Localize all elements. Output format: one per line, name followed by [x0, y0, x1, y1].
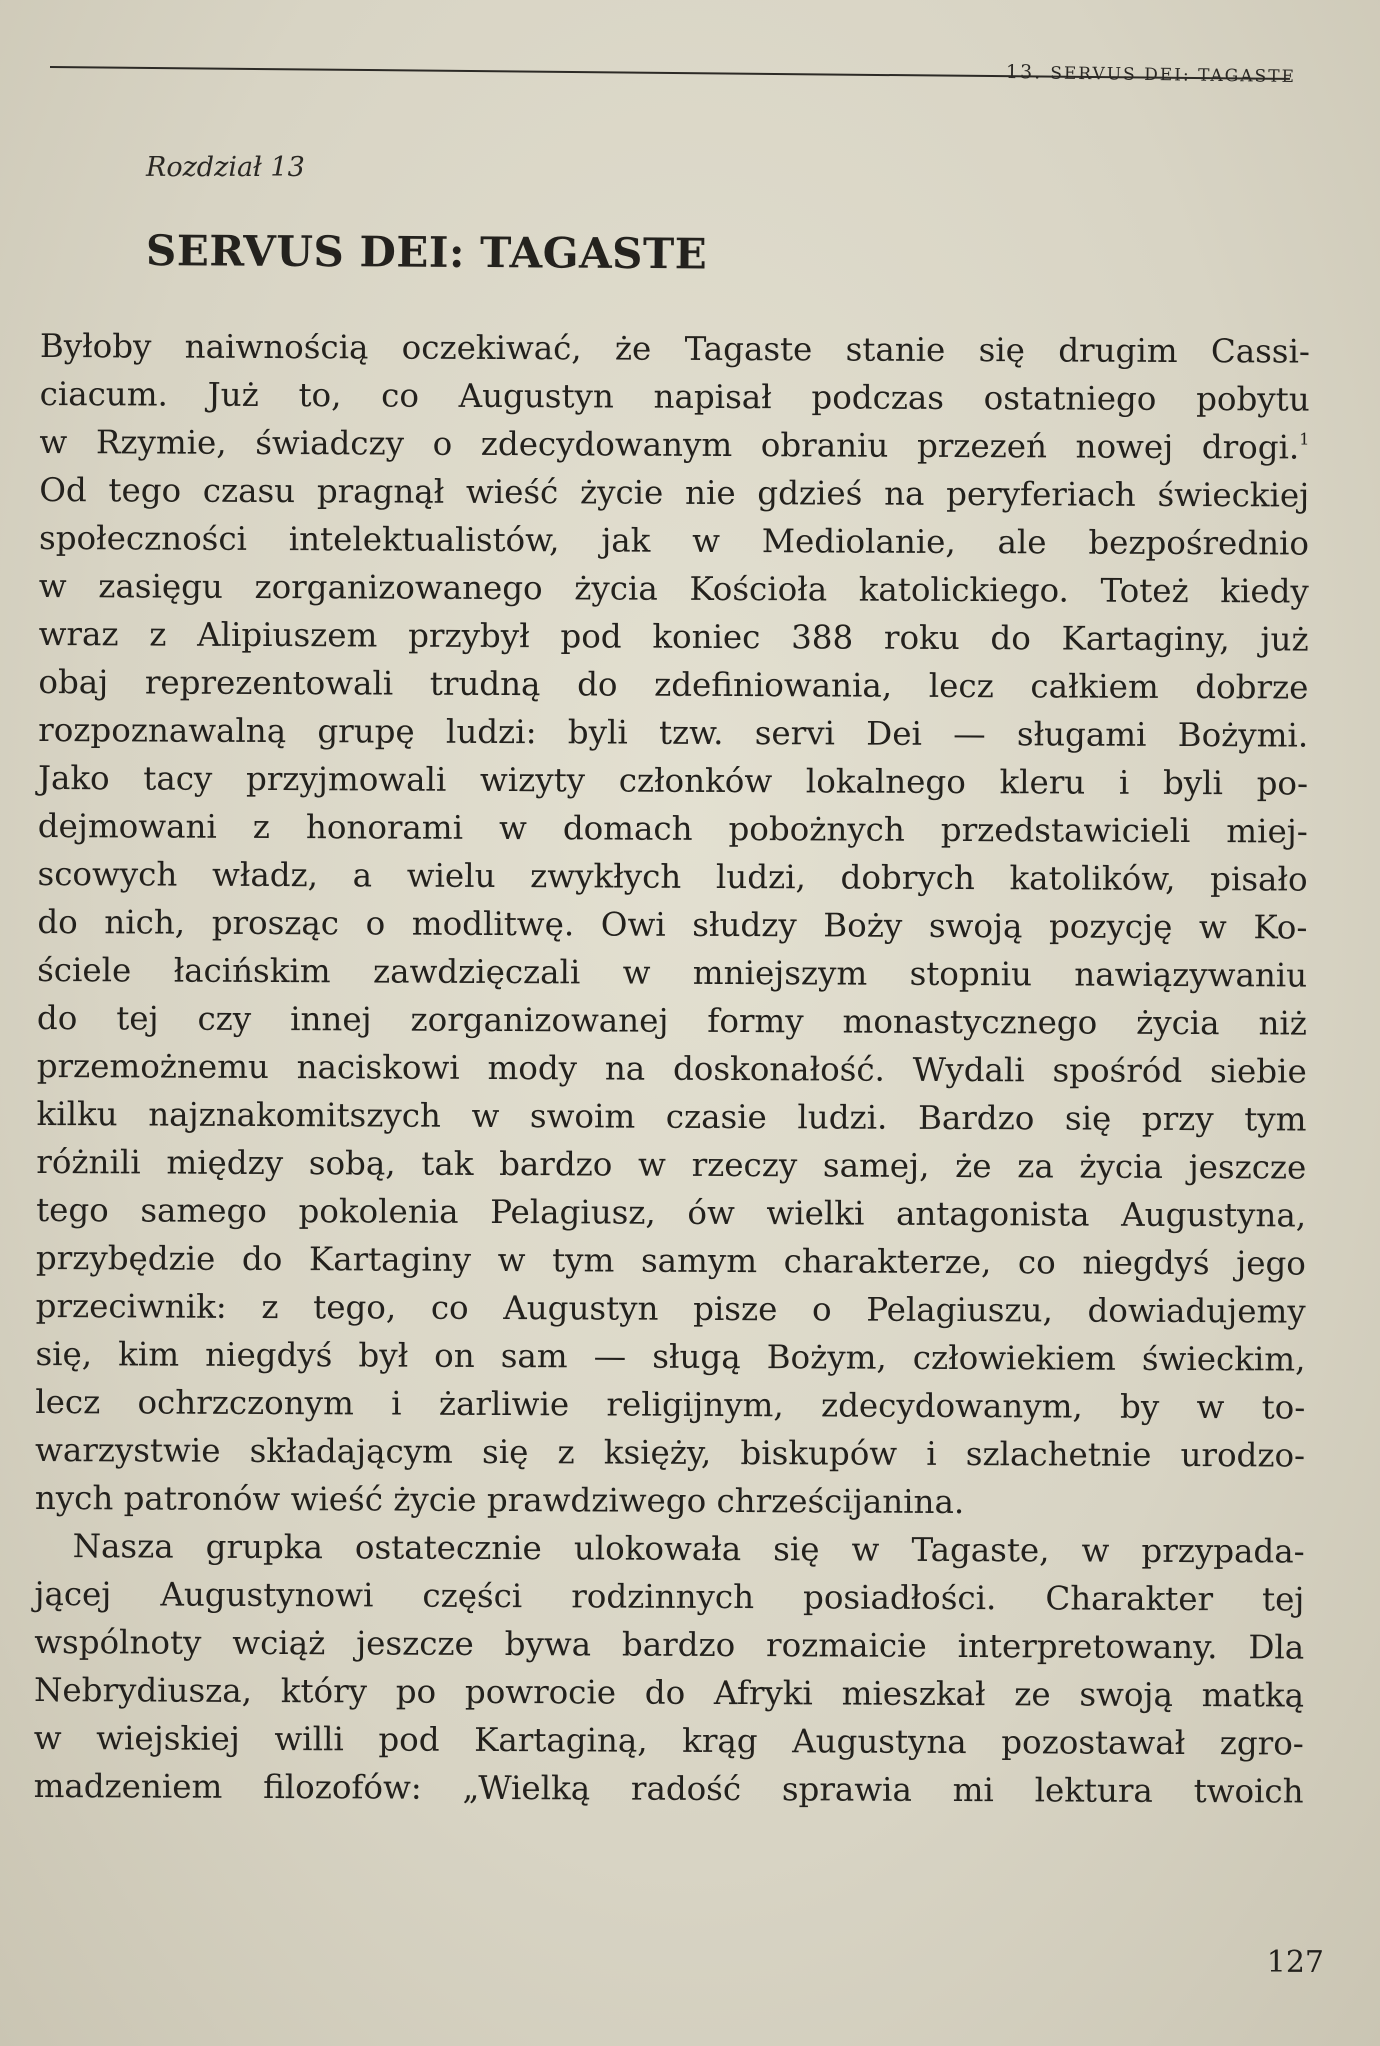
text-line: Od tego czasu pragnął wieść życie nie gdzieś na peryferiach świeckiej	[39, 470, 1310, 515]
footnote-mark: 1	[1299, 429, 1310, 449]
text-line: się, kim niegdyś był on sam — sługą Bożym, człowiekiem świeckim,	[35, 1334, 1306, 1379]
text-line: przemożnemu naciskowi mody na doskonałość. Wydali spośród siebie	[36, 1046, 1307, 1091]
text-line: ściele łacińskim zawdzięczali w mniejszym stopniu nawiązywaniu	[37, 950, 1308, 995]
text-line: nych patronów wieść życie prawdziwego chrześcijanina.	[34, 1478, 965, 1522]
text-line: do nich, prosząc o modlitwę. Owi słudzy Boży swoją pozycję w Ko-	[37, 902, 1308, 947]
paragraph-2	[34, 1522, 1325, 1816]
text-line: jącej Augustynowi części rodzinnych posiadłości. Charakter tej	[34, 1574, 1305, 1619]
text-line: rozpoznawalną grupę ludzi: byli tzw. servi Dei — sługami Bożymi.	[38, 710, 1309, 755]
text-line: Byłoby naiwnością oczekiwać, że Tagaste stanie się drugim Cassi-	[39, 326, 1310, 371]
text-line: w zasięgu zorganizowanego życia Kościoła katolickiego. Toteż kiedy	[38, 566, 1309, 611]
text-line: Jako tacy przyjmowali wizyty członków lokalnego kleru i byli po-	[37, 758, 1309, 803]
text-line: w wiejskiej willi pod Kartaginą, krąg Augustyna pozostawał zgro-	[33, 1718, 1304, 1763]
text-line: ciacum. Już to, co Augustyn napisał podczas ostatniego pobytu	[39, 374, 1310, 419]
body-text	[34, 322, 1330, 1816]
text-line: madzeniem filozofów: „Wielką radość sprawia mi lektura twoich	[33, 1766, 1304, 1811]
text-line: obaj reprezentowali trudną do zdefiniowania, lecz całkiem dobrze	[38, 662, 1309, 707]
text-line: tego samego pokolenia Pelagiusz, ów wielki antagonista Augustyna,	[36, 1190, 1307, 1235]
text-line: dejmowani z honorami w domach pobożnych przedstawicieli miej-	[37, 806, 1308, 851]
page-number: 127	[1266, 1945, 1324, 1980]
chapter-title: SERVUS DEI: TAGASTE	[145, 226, 708, 279]
text-line-with-footnote	[39, 418, 1309, 472]
running-head	[1006, 61, 1296, 87]
text-line: przybędzie do Kartaginy w tym samym charakterze, co niegdyś jego	[35, 1238, 1306, 1283]
text-line: społeczności intelektualistów, jak w Mediolanie, ale bezpośrednio	[38, 518, 1310, 563]
text-line: Nebrydiusza, który po powrocie do Afryki mieszkał ze swoją matką	[33, 1670, 1305, 1715]
text-line: kilku najznakomitszych w swoim czasie ludzi. Bardzo się przy tym	[36, 1094, 1307, 1139]
text-line: lecz ochrzczonym i żarliwie religijnym, zdecydowanym, by w to-	[35, 1382, 1306, 1427]
text-line: wraz z Alipiuszem przybył pod koniec 388 roku do Kartaginy, już	[38, 614, 1309, 659]
text-line: przeciwnik: z tego, co Augustyn pisze o Pelagiuszu, dowiadujemy	[35, 1286, 1306, 1331]
text-line: warzystwie składającym się z księży, biskupów i szlachetnie urodzo-	[34, 1430, 1306, 1475]
running-head-number: 13.	[1005, 60, 1043, 84]
text-line: wspólnoty wciąż jeszcze bywa bardzo rozmaicie interpretowany. Dla	[34, 1622, 1305, 1667]
text-line: do tej czy innej zorganizowanej formy monastycznego życia niż	[36, 998, 1308, 1043]
chapter-label: Rozdział 13	[146, 152, 305, 183]
text-line: Nasza grupka ostatecznie ulokowała się w Tagaste, w przypada-	[72, 1527, 1305, 1571]
text-line-content: w Rzymie, świadczy o zdecydowanym obraniu przezeń nowej drogi.	[39, 422, 1300, 467]
running-head-title: SERVUS DEI: TAGASTE	[1050, 63, 1297, 88]
text-line: scowych władz, a wielu zwykłych ludzi, dobrych katolików, pisało	[37, 854, 1308, 899]
paragraph-1	[35, 322, 1330, 1528]
text-line: różnili między sobą, tak bardzo w rzeczy samej, że za życia jeszcze	[36, 1142, 1307, 1187]
